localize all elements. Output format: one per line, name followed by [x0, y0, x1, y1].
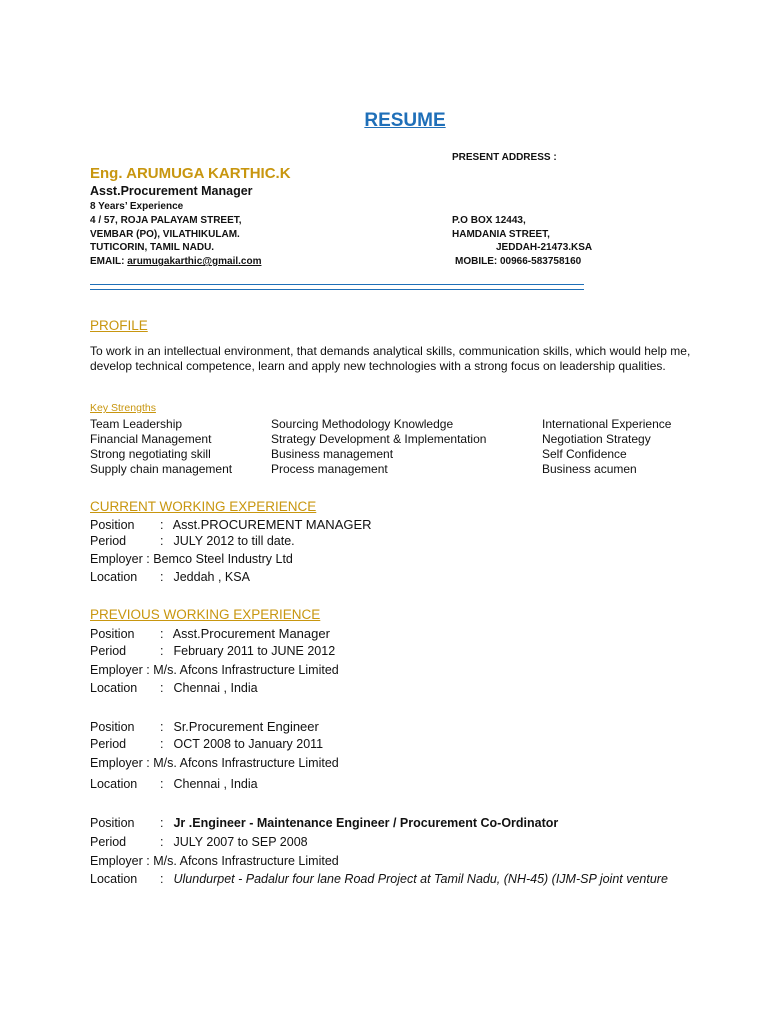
field-label: Employer :	[90, 756, 150, 770]
field-label: Location	[90, 681, 138, 695]
email-label: EMAIL:	[90, 256, 125, 267]
candidate-role: Asst.Procurement Manager	[90, 184, 253, 198]
field-label: Position	[90, 627, 135, 641]
strength-item: Strategy Development & Implementation	[271, 432, 487, 446]
field-label: Position	[90, 720, 135, 734]
present-address-line: P.O BOX 12443,	[452, 215, 526, 226]
present-address-label: PRESENT ADDRESS :	[452, 152, 557, 163]
address-line: VEMBAR (PO), VILATHIKULAM.	[90, 229, 240, 240]
strength-item: Supply chain management	[90, 462, 233, 476]
resume-title: RESUME	[364, 110, 446, 131]
mobile-number: MOBILE: 00966-583758160	[455, 256, 582, 267]
job-employer-row	[90, 663, 339, 677]
strengths-column-2	[271, 417, 486, 477]
strength-item: Negotiation Strategy	[542, 432, 651, 446]
key-strengths-heading: Key Strengths	[90, 402, 156, 414]
field-label: Period	[90, 737, 127, 751]
field-label: Employer :	[90, 552, 150, 566]
strength-item: Strong negotiating skill	[90, 447, 211, 461]
field-label: Employer :	[90, 854, 150, 868]
current-location-row: Location : Jeddah , KSA	[90, 570, 250, 584]
address-line: 4 / 57, ROJA PALAYAM STREET,	[90, 215, 242, 226]
position-prefix: Asst.	[172, 518, 201, 532]
employer-value: M/s. Afcons Infrastructure Limited	[153, 663, 339, 677]
strength-item: Team Leadership	[90, 417, 183, 431]
field-label: Location	[90, 872, 138, 886]
period-value: February 2011 to JUNE 2012	[173, 644, 336, 658]
employer-value: M/s. Afcons Infrastructure Limited	[153, 756, 339, 770]
employer-value: Bemco Steel Industry Ltd	[153, 552, 293, 566]
period-value: JULY 2007 to SEP 2008	[173, 835, 308, 849]
job-period-row: Period : February 2011 to JUNE 2012	[90, 644, 336, 658]
present-address-line: JEDDAH-21473.KSA	[496, 242, 593, 253]
job-position-row: Position : Jr .Engineer - Maintenance Engineer / Procurement Co-Ordinator	[90, 816, 559, 830]
job-period-row: Period : OCT 2008 to January 2011	[90, 737, 324, 751]
strengths-column-1	[90, 417, 232, 477]
strength-item: Financial Management	[90, 432, 212, 446]
job-employer-row	[90, 854, 339, 868]
location-value: Jeddah , KSA	[173, 570, 250, 584]
position-value: PROCUREMENT MANAGER	[200, 517, 372, 532]
field-label: Position	[90, 816, 135, 830]
field-label: Period	[90, 534, 127, 548]
job-position-row: Position : Sr.Procurement Engineer	[90, 719, 319, 734]
field-label: Location	[90, 570, 138, 584]
position-value: Procurement Manager	[200, 626, 330, 641]
field-label: Employer :	[90, 663, 150, 677]
present-address-line: HAMDANIA STREET,	[452, 229, 550, 240]
job-location-row: Location : Ulundurpet - Padalur four lane Road Project at Tamil Nadu, (NH-45) (IJM-SP joint venture	[90, 872, 668, 886]
employer-value: M/s. Afcons Infrastructure Limited	[153, 854, 339, 868]
position-prefix: Asst.	[172, 627, 201, 641]
current-position-row: Position : Asst.PROCUREMENT MANAGER	[90, 517, 372, 532]
previous-experience-heading: PREVIOUS WORKING EXPERIENCE	[90, 607, 321, 622]
current-period-row: Period : JULY 2012 to till date.	[90, 534, 295, 548]
strength-item: International Experience	[542, 417, 672, 431]
position-prefix: Sr.	[173, 720, 189, 734]
period-value: JULY 2012 to till date.	[173, 534, 295, 548]
field-label: Position	[90, 518, 135, 532]
position-value: Procurement Engineer	[188, 719, 319, 734]
current-experience-heading: CURRENT WORKING EXPERIENCE	[90, 499, 317, 514]
email-line	[90, 256, 261, 267]
field-label: Period	[90, 835, 127, 849]
job-position-row: Position : Asst.Procurement Manager	[90, 626, 330, 641]
job-employer-row	[90, 756, 339, 770]
header-divider	[90, 284, 584, 290]
strength-item: Process management	[271, 462, 388, 476]
strengths-column-3	[542, 417, 671, 477]
field-label: Location	[90, 777, 138, 791]
job-location-row: Location : Chennai , India	[90, 681, 258, 695]
candidate-name: Eng. ARUMUGA KARTHIC.K	[90, 165, 291, 182]
address-line: TUTICORIN, TAMIL NADU.	[90, 242, 215, 253]
strength-item: Business management	[271, 447, 394, 461]
strength-item: Sourcing Methodology Knowledge	[271, 417, 454, 431]
profile-heading: PROFILE	[90, 318, 148, 333]
current-employer-row	[90, 552, 293, 566]
strength-item: Self Confidence	[542, 447, 627, 461]
email-link[interactable]: arumugakarthic@gmail.com	[127, 256, 262, 267]
experience-years: 8 Years’ Experience	[90, 201, 184, 212]
strength-item: Business acumen	[542, 462, 637, 476]
location-value: Ulundurpet - Padalur four lane Road Project at Tamil Nadu, (NH-45) (IJM-SP joint venture	[173, 872, 668, 886]
field-label: Period	[90, 644, 127, 658]
period-value: OCT 2008 to January 2011	[173, 737, 324, 751]
job-period-row: Period : JULY 2007 to SEP 2008	[90, 835, 308, 849]
location-value: Chennai , India	[173, 777, 258, 791]
location-value: Chennai , India	[173, 681, 258, 695]
position-value: Jr .Engineer - Maintenance Engineer / Procurement Co-Ordinator	[173, 816, 559, 830]
profile-text: To work in an intellectual environment, that demands analytical skills, communication skills, which would help me, develop technical competence, learn and apply new technologies with a strong focus on leadership qualities.	[90, 344, 691, 373]
job-location-row: Location : Chennai , India	[90, 777, 258, 791]
